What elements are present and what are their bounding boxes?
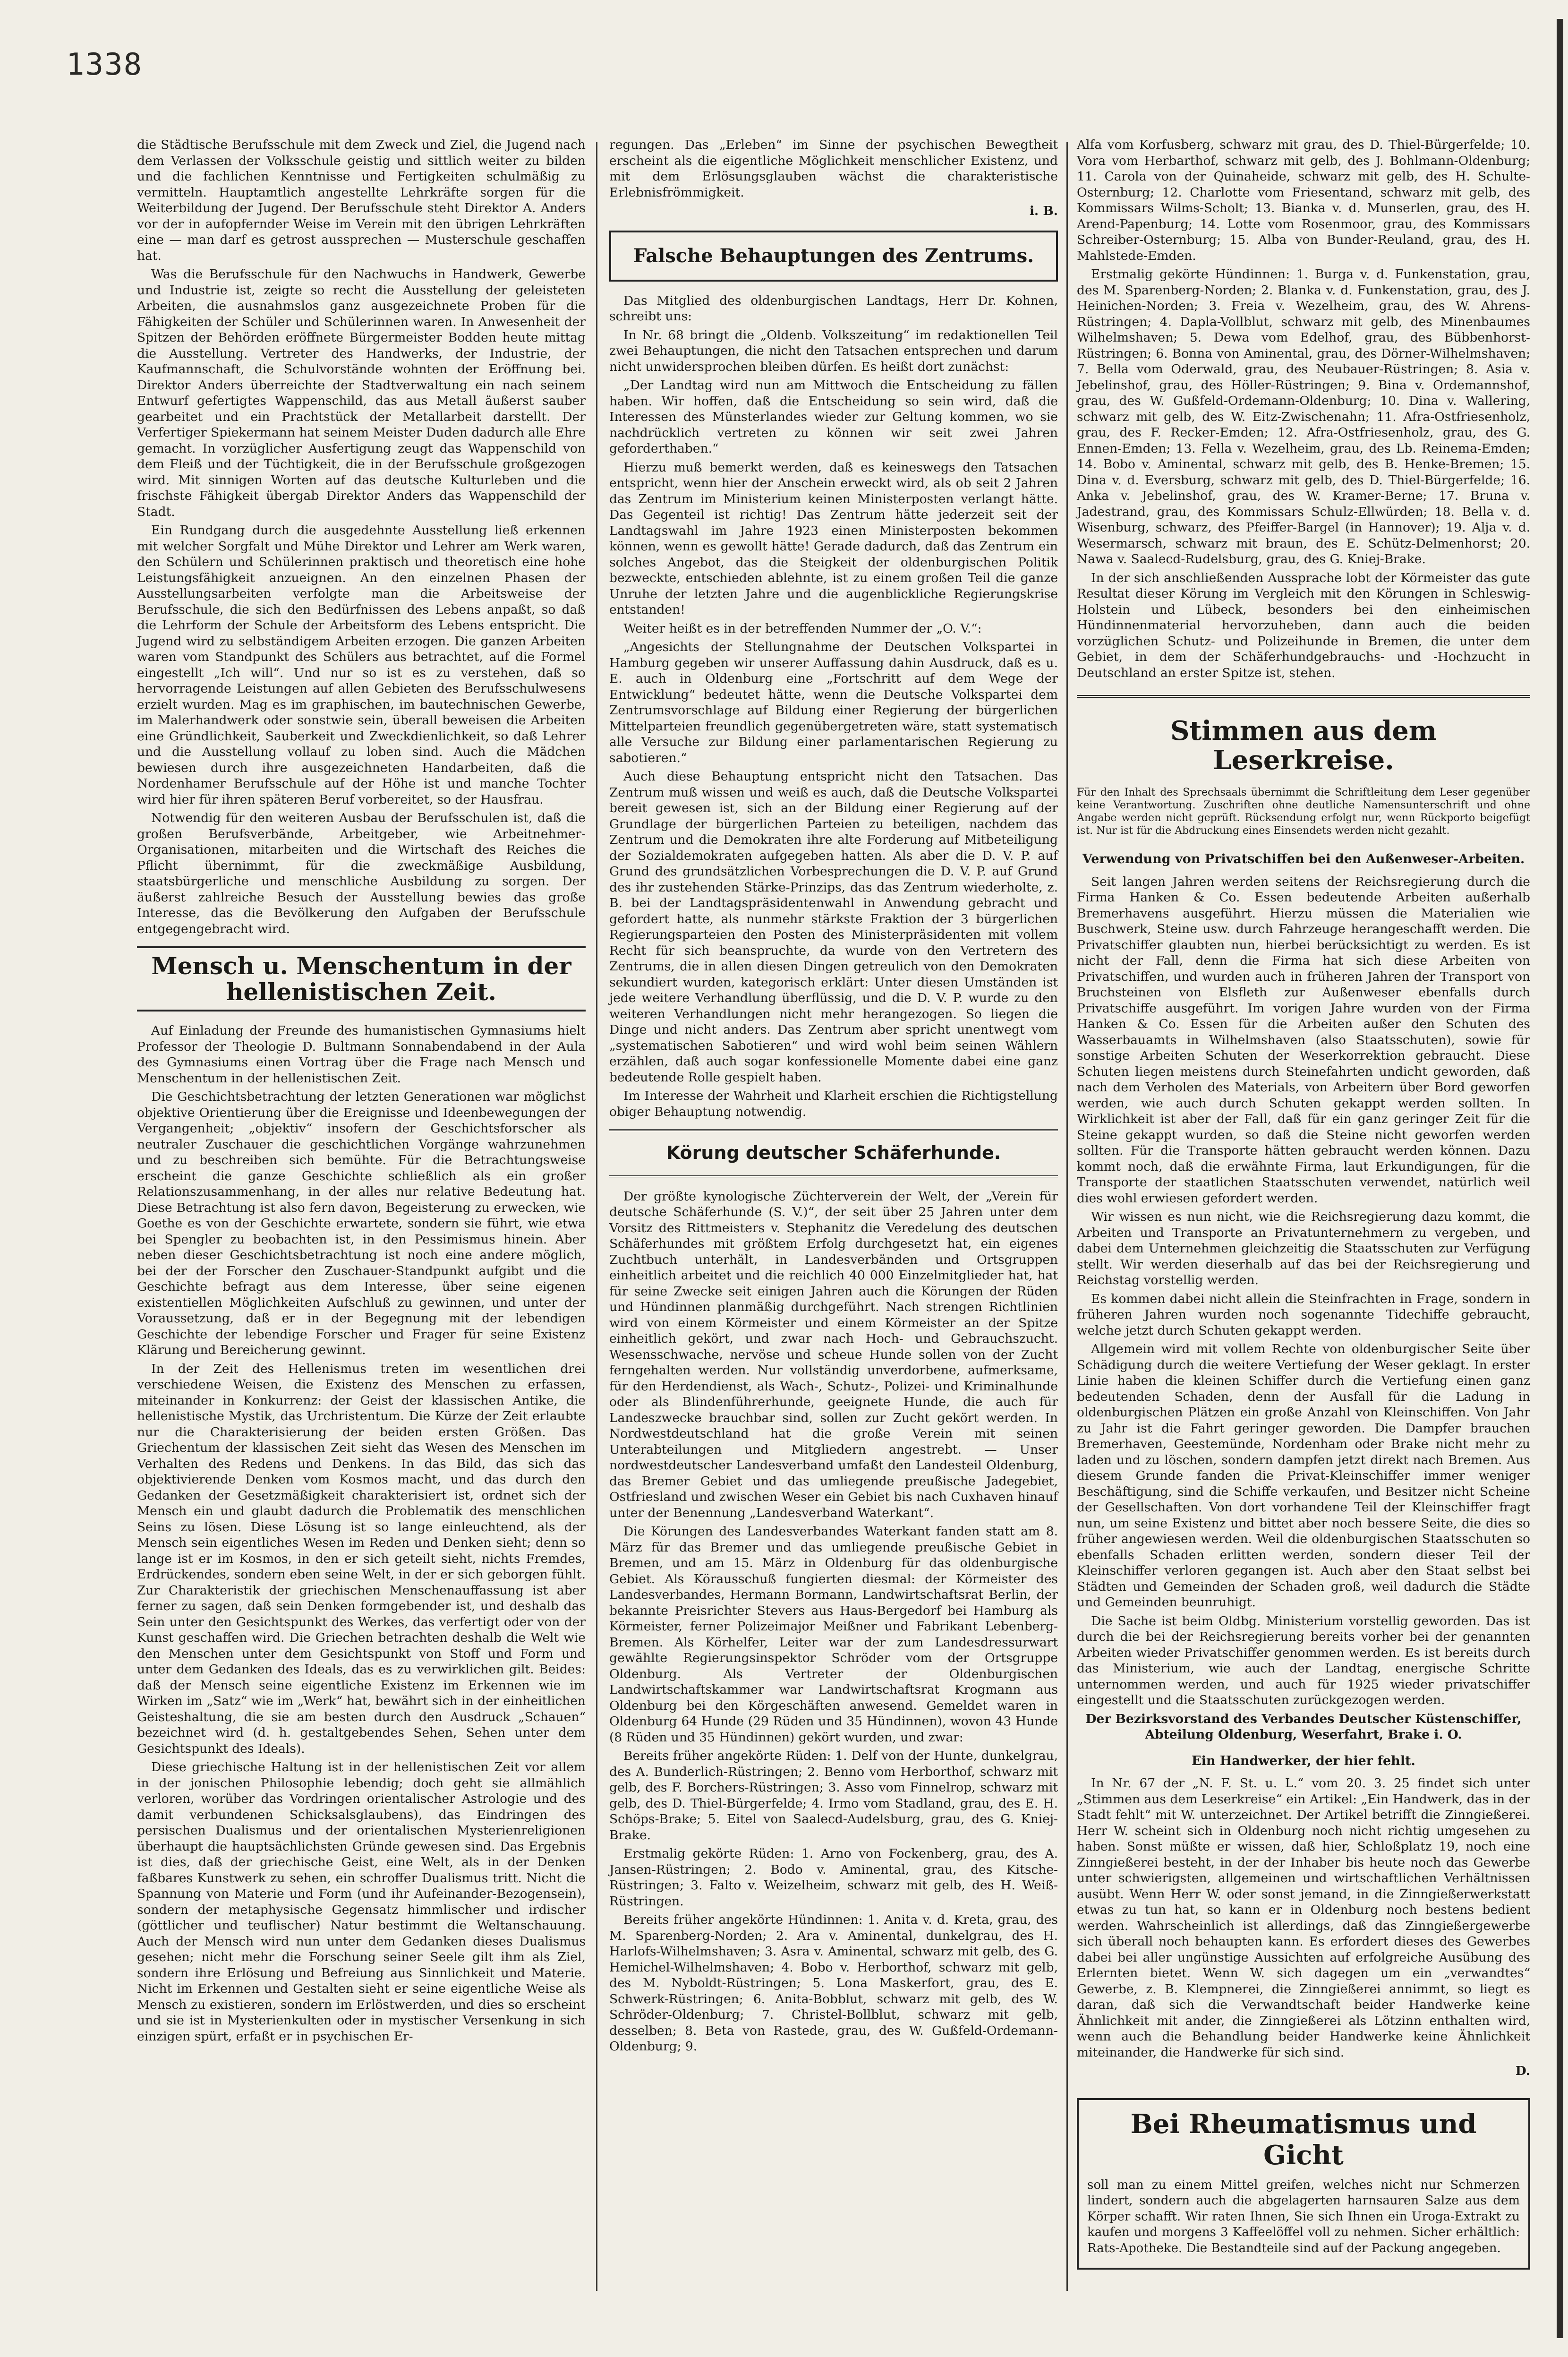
column-1 <box>137 137 586 2047</box>
article-paragraph: Notwendig für den weiteren Ausbau der Berufsschulen ist, daß die großen Berufsverbände, Arbeitgeber, wie Arbeitnehmer-Organisationen, mitarbeiten und die Wirtschaft des Reiches die Pflicht übernimmt, für die zweckmäßige Ausbildung, staatsbürgerliche und menschliche Ausbildung zu sorgen. Der äußerst zahlreiche Besuch der Ausstellung bewies das große Interesse, das die Bevölkerung den Aufgaben der Berufsschule entgegengebracht wird. <box>137 811 586 936</box>
article-paragraph: Es kommen dabei nicht allein die Steinfrachten in Frage, sondern in früheren Jahren wurden noch sogenannte Tidechiffe gebraucht, welche jetzt durch Schuten gekappt werden. <box>1077 1291 1530 1338</box>
headline-zentrum: Falsche Behauptungen des Zentrums. <box>609 231 1058 282</box>
article-quote: „Angesichts der Stellungnahme der Deutschen Volkspartei in Hamburg gegeben wir unserer Auffassung dahin Ausdruck, daß es u. E. auch in Oldenburg eine „Fortschritt auf dem Wege der Entwicklung“ bedeutet hätte, wenn die Deutsche Volkspartei dem Zentrumsvorschlage auf Bildung einer Regierung der bürgerlichen Mittelparteien freundlich gegenübergetreten wäre, statt systematisch alle Versuche zur Bildung einer parlamentarischen Regierung zu sabotieren.“ <box>609 640 1058 765</box>
article-paragraph: Erstmalig gekörte Hündinnen: 1. Burga v. d. Funkenstation, grau, des M. Sparenberg-Norden; 2. Blanka v. d. Funkenstation, grau, des J. Heinichen-Norden; 3. Freia v. Wezelheim, grau, des W. Ahrens-Rüstringen; 4. Dapla-Vollblut, schwarz mit gelb, des Minenbaumes Wilhelmshaven; 5. Dewa vom Edelhof, grau, des Bübbenhorst-Rüstringen; 6. Bonna von Aminental, grau, des Dörner-Wilhelmshaven; 7. Bella vom Oderwald, grau, des Neubauer-Rüstringen; 8. Asia v. Jebelinshof, grau, des Höller-Rüstringen; 9. Bina v. Ordemannshof, grau, des W. Gußfeld-Ordemann-Oldenburg; 10. Dina v. Wallering, schwarz mit gelb, des W. Eitz-Zwischenahn; 11. Afra-Ostfriesenholz, grau, des F. Recker-Emden; 12. Afra-Ostfriesenholz, grau, des G. Ennen-Emden; 13. Fella v. Wezelheim, grau, des Lb. Reinema-Emden; 14. Bobo v. Aminental, schwarz mit gelb, des B. Henke-Bremen; 15. Dina v. d. Eversburg, schwarz mit gelb, des D. Thiel-Bürgerfelde; 16. Anka v. Jebelinshof, grau, des W. Kramer-Berne; 17. Bruna v. Jadestrand, grau, des Kommissars Schulz-Ellwürden; 18. Bella v. d. Wisenburg, schwarz, des Pfeiffer-Bargel (in Hannover); 19. Alja v. d. Wesermarsch, schwarz mit braun, des E. Schütz-Delmenhorst; 20. Nawa v. Saalecd-Rudelsburg, grau, des G. Kniej-Brake. <box>1077 267 1530 566</box>
column-divider <box>1066 142 1068 2291</box>
page-number: 1338 <box>66 47 143 82</box>
article-paragraph: Das Mitglied des oldenburgischen Landtags, Herr Dr. Kohnen, schreibt uns: <box>609 293 1058 324</box>
page-edge-shadow <box>1557 19 1563 2338</box>
article-paragraph: Die Sache ist beim Oldbg. Ministerium vorstellig geworden. Das ist durch die bei der Reichsregierung bereits vorher bei der genannten Arbeiten wieder Privatschiffer genommen werden. Es ist bereits durch das Ministerium, wie auch der Landtag, energische Schritte unternommen werden, und auch für 1925 wieder privatschiffer eingestellt und die Staatsschuten zurückgezogen werden. <box>1077 1613 1530 1708</box>
letter-title: Verwendung von Privatschiffen bei den Außenweser-Arbeiten. <box>1082 852 1525 867</box>
letter-title: Ein Handwerker, der hier fehlt. <box>1192 1753 1415 1768</box>
article-paragraph: Wir wissen es nun nicht, wie die Reichsregierung dazu kommt, die Arbeiten und Transporte an Privatunternehmern zu vergeben, und dabei dem Unternehmen gleichzeitig die Staatsschuten zur Verfügung stellt. Wir werden dieserhalb auf das bei der Reichsregierung und Reichstag vorstellig werden. <box>1077 1209 1530 1288</box>
headline-schaeferhunde: Körung deutscher Schäferhunde. <box>609 1129 1058 1177</box>
article-paragraph: Auch diese Behauptung entspricht nicht den Tatsachen. Das Zentrum muß wissen und weiß es auch, daß die Deutsche Volkspartei bereit gewesen ist, sich an der Bildung einer Regierung auf der Grundlage der bürgerlichen Parteien zu beteiligen, nachdem das Zentrum und die Demokraten ihre alte Forderung auf Mitbeteiligung der Sozialdemokraten aufgegeben hatten. Als aber die D. V. P. auf Grund des grundsätzlichen Vorbesprechungen die D. V. P. auf Grund des ihr zustehenden Stärke-Prinzips, das das Zentrum wiederholte, z. B. bei der Landtagspräsidentenwahl in Anwendung gebracht und gefordert hatte, als nunmehr stärkste Fraktion der 3 bürgerlichen Regierungsparteien den Posten des Ministerpräsidenten mit vollem Recht für sich beanspruchte, da wurde von den Vertretern des Zentrums, die in allen diesen Dingen getreulich von den Demokraten sekundiert wurden, kategorisch erklärt: Unter diesen Umständen ist jede weitere Verhandlung überflüssig, und die D. V. P. wurde zu den weiteren Verhandlungen nicht mehr herangezogen. So liegen die Dinge und nicht anders. Das Zentrum aber spricht unentwegt vom „systematischen Sabotieren“ und wird wohl beim seinen Wählern erzählen, daß auch sogar konfessionelle Momente dabei eine ganz bedeutende Rolle gespielt haben. <box>609 769 1058 1085</box>
letter-signature: Der Bezirksvorstand des Verbandes Deutscher Küstenschiffer, Abteilung Oldenburg, Weserfahrt, Brake i. O. <box>1085 1711 1522 1742</box>
section-divider <box>1077 695 1530 698</box>
article-paragraph: Weiter heißt es in der betreffenden Nummer der „O. V.“: <box>623 621 982 636</box>
article-paragraph: Im Interesse der Wahrheit und Klarheit erschien die Richtigstellung obiger Behauptung notwendig. <box>609 1089 1058 1119</box>
article-paragraph: Bereits früher angekörte Rüden: 1. Delf von der Hunte, dunkelgrau, des A. Bunderlich-Rüstringen; 2. Benno vom Herborthof, schwarz mit gelb, des F. Borchers-Rüstringen; 3. Asso vom Finnelrop, schwarz mit gelb, des D. Thiel-Bürgerfelde; 4. Irmo vom Stadland, grau, des E. H. Schöps-Brake; 5. Eitel von Saalecd-Audelsburg, grau, des G. Kniej-Brake. <box>609 1748 1058 1843</box>
article-paragraph: In Nr. 68 bringt die „Oldenb. Volkszeitung“ im redaktionellen Teil zwei Behauptungen, die nicht den Tatsachen entsprechen und darum nicht unwidersprochen bleiben dürfen. Es heißt dort zunächst: <box>609 327 1058 374</box>
headline-leserkreise: Stimmen aus dem Leserkreise. <box>1170 715 1437 776</box>
article-paragraph: Seit langen Jahren werden seitens der Reichsregierung durch die Firma Hanken & Co. Essen bedeutende Arbeiten außerhalb Bremerhavens ausgeführt. Hierzu müssen die Materialien wie Buschwerk, Steine usw. durch Fahrzeuge herangeschafft werden. Die Privatschiffer glaubten nun, hierbei berücksichtigt zu werden. Es ist nicht der Fall, denn die Firma hat sich diese Arbeiten von Privatschiffen, und wurden auch in früheren Jahren der Transport von Bruchsteinen von Elsfleth zur Außenweser ebenfalls durch Privatschiffe ausgeführt. Im vorigen Jahre wurden von der Firma Hanken & Co. Essen für die Arbeiten außer den Schuten des Wasserbauamts in Wilhelmshaven (also Staatsschuten), sowie für sonstige Arbeiten Schuten der Weserkorrektion gebraucht. Diese Schuten liegen meistens durch Steinefahrten undicht geworden, daß nach dem Verholen des Materials, von Arbeitern über Bord geworfen werden, wie auch durch Schuten gekappt werden sollten. In Wirklichkeit ist aber der Fall, daß für ein ganz geringer Zeit für die Steine gekappt wurden, so daß die Steine nicht geworfen werden sollten. Für die Transporte hätten gebraucht werden können. Dazu kommt noch, daß die erwähnte Firma, laut Erkundigungen, für die Transporte der staatlichen Staatsschuten verwendet, natürlich weil dies wohl erwiesen gefordert werden. <box>1077 874 1530 1206</box>
column-divider <box>596 142 597 2291</box>
article-paragraph: In Nr. 67 der „N. F. St. u. L.“ vom 20. 3. 25 findet sich unter „Stimmen aus dem Leserkreise“ ein Artikel: „Ein Handwerk, das in der Stadt fehlt“ mit W. unterzeichnet. Der Artikel betrifft die Zinngießerei. Herr W. scheint sich in Oldenburg noch nicht richtig umgesehen zu haben. Sonst müßte er wissen, daß hier, Schloßplatz 19, noch eine Zinngießerei besteht, in der der Inhaber bis heute noch das Gewerbe unter schwierigsten, allgemeinen und wirtschaftlichen Verhältnissen ausübt. Wenn Herr W. oder sonst jemand, in die Zinngießerwerkstatt etwas zu tun hat, so kann er in Oldenburg noch bestens bedient werden. Wahrscheinlich ist allerdings, daß das Zinngießergewerbe sich überall noch behaupten kann. Es erfordert dieses des Gewerbes dabei bei aller ungünstige Aussichten auf erfolgreiche Ausübung des Erlernten bietet. Wenn W. sich dagegen um ein „verwandtes“ Gewerbe, z. B. Klempnerei, die Zinngießerei annimmt, so liegt es daran, daß sich die Verwandtschaft beider Handwerke keine Ähnlichkeit mit ander, die Zinngießerei als Lötzinn enthalten wird, wenn auch die Behandlung beider Handwerke keine Ähnlichkeit miteinander, die Handwerke für sich sind. <box>1077 1776 1530 2060</box>
article-quote: „Der Landtag wird nun am Mittwoch die Entscheidung zu fällen haben. Wir hoffen, daß die Entscheidung so sein wird, daß die Interessen des Münsterlandes wieder zur Geltung kommen, wo sie nachdrücklich vertreten zu können wir seit zwei Jahren geforderthaben.“ <box>609 378 1058 456</box>
advertisement <box>1077 2098 1530 2270</box>
column-2 <box>609 137 1058 2057</box>
headline-menschentum: Mensch u. Menschentum in der hellenistischen Zeit. <box>137 946 586 1011</box>
article-paragraph: Die Körungen des Landesverbandes Waterkant fanden statt am 8. März für das Bremer und das umliegende preußische Gebiet in Bremen, und am 15. März in Oldenburg für das oldenburgische Gebiet. Als Körausschuß fungierten diesmal: der Körmeister des Landesverbandes, Hermann Bormann, Landwirtschaftsrat Berlin, der bekannte Preisrichter Stevers aus Haus-Bergedorf bei Hamburg als Körmeister, ferner Polizeimajor Meißner und Fabrikant Lebenberg-Bremen. Als Körhelfer, Leiter war der zum Landesdressurwart gewählte Regierungsinspektor Schröder vom der Ortsgruppe Oldenburg. Als Vertreter der Oldenburgischen Landwirtschaftskammer war Landwirtschaftsrat Krogmann aus Oldenburg bei den Körgeschäften anwesend. Gemeldet waren in Oldenburg 64 Hunde (29 Rüden und 35 Hündinnen), wovon 43 Hunde (8 Rüden und 35 Hündinnen) gekört wurden, und zwar: <box>609 1524 1058 1745</box>
article-paragraph: Der größte kynologische Züchterverein der Welt, der „Verein für deutsche Schäferhunde (S. V.)“, der seit über 25 Jahren unter dem Vorsitz des Rittmeisters v. Stephanitz die Veredelung des deutschen Schäferhundes mit größtem Erfolg durchgesetzt hat, ein eigenes Zuchtbuch unterhält, in Landesverbänden und Ortsgruppen einheitlich arbeitet und die reichlich 40 000 Einzelmitglieder hat, hat für seine Zwecke seit einigen Jahren auch die Körungen der Rüden und Hündinnen planmäßig durchgeführt. Nach strengen Richtlinien wird von einem Körmeister und einem Körmeister an der Spitze einheitlich gekört, und zwar nach Hoch- und Gebrauchszucht. Wesensschwache, nervöse und scheue Hunde sollen von der Zucht ferngehalten werden. Nur vollständig unverdorbene, aufmerksame, für den Herdendienst, als Wach-, Schutz-, Polizei- und Kriminalhunde oder als Blindenführerhunde, geeignete Hunde, die auch für Landeszwecke brauchbar sind, sollen zur Zucht gekört werden. In Nordwestdeutschland hat die große Verein mit seinen Unterabteilungen und Mitgliedern angestrebt. — Unser nordwestdeutscher Landesverband umfaßt den Landesteil Oldenburg, das Bremer Gebiet und das umliegende preußische Jadegebiet, Ostfriesland und zwischen Weser ein Gebiet bis nach Cuxhaven hinauf unter der Benennung „Landesverband Waterkant“. <box>609 1189 1058 1520</box>
ad-text: soll man zu einem Mittel greifen, welches nicht nur Schmerzen lindert, sondern auch die abgelagerten harnsauren Salze aus dem Körper schafft. Wir raten Ihnen, Sie sich Ihnen ein Uroga-Extrakt zu kaufen und morgens 3 Kaffeelöffel voll zu nehmen. Sicher erhältlich: Rats-Apotheke. Die Bestandteile sind auf der Packung angegeben. <box>1087 2177 1520 2255</box>
article-paragraph: Diese griechische Haltung ist in der hellenistischen Zeit vor allem in der jonischen Philosophie lebendig; doch geht sie allmählich verloren, worüber das Vordringen orientalischer Astrologie und des damit verbundenen Schicksalsglaubens), das Eindringen des persischen Dualismus und der orientalischen Mysterienreligionen überhaupt die hauptsächlichsten Gründe gewesen sind. Das Ergebnis ist dies, daß der griechische Geist, eine Welt, als in der Denken faßbares Kunstwerk zu sehen, ein schroffer Dualismus tritt. Nicht die Spannung von Materie und Form (und ihr Aufeinander-Bezogensein), sondern der metaphysische Gegensatz himmlischer und irdischer (göttlicher und teuflischer) Natur bestimmt die Weltanschauung. Auch der Mensch wird nun unter dem Gedanken dieses Dualismus gesehen; nicht mehr die Forschung seiner Seele gilt ihm als Ziel, sondern ihre Erlösung und Befreiung aus Sinnlichkeit und Materie. Nicht im Erkennen und Gestalten sieht er seine eigentliche Weise als Mensch zu existieren, sondern im Erlöstwerden, und dies so erscheint und sie ist in Mysterienkulten oder in mystischer Versenkung in sich einzigen spürt, erfaßt er in psychischen Er- <box>137 1760 586 2044</box>
article-paragraph: Allgemein wird mit vollem Rechte von oldenburgischer Seite über Schädigung durch die weitere Vertiefung der Weser geklagt. In erster Linie haben die kleinen Schiffer durch die Vertiefung einen ganz bedeutenden Schaden, denn der Ausfall für die Ladung in oldenburgischen Plätzen ein große Anzahl von Kleinschiffen. Von Jahr zu Jahr ist die Fahrt geringer geworden. Die Dampfer brauchen Bremerhaven, Geestemünde, Nordenham oder Brake nicht mehr zu laden und zu löschen, sondern dampfen jetzt direkt nach Bremen. Aus diesem Grunde fanden die Privat-Kleinschiffer immer weniger Beschäftigung, sind die Schiffe verkaufen, und Besitzer nicht Scheine der Gesellschaften. Von dort vorhandene Teil der Kleinschiffer fragt nun, um seine Existenz und bittet aber noch bessere Seite, die dies so früher angewiesen werden. Weil die oldenburgischen Staatsschuten so ebenfalls Schaden erlitten werden, sondern dieser Teil der Kleinschiffer verloren gegangen ist. Auch aber den Staat selbst bei Städten und Gemeinden der Schaden groß, weil dadurch die Städte und Gemeinden beunruhigt. <box>1077 1342 1530 1610</box>
article-paragraph: Bereits früher angekörte Hündinnen: 1. Anita v. d. Kreta, grau, des M. Sparenberg-Norden; 2. Ara v. Aminental, dunkelgrau, des H. Harlofs-Wilhelmshaven; 3. Asra v. Aminental, schwarz mit gelb, des G. Hemichel-Wilhelmshaven; 4. Bobo v. Herborthof, schwarz mit gelb, des M. Nyboldt-Rüstringen; 5. Lona Maskerfort, grau, des E. Schwerk-Rüstringen; 6. Anita-Bobblut, schwarz mit gelb, des W. Schröder-Oldenburg; 7. Christel-Bollblut, schwarz mit gelb, desselben; 8. Beta von Rastede, grau, des W. Gußfeld-Ordemann-Oldenburg; 9. <box>609 1912 1058 2054</box>
author-signature: i. B. <box>1029 204 1058 218</box>
article-paragraph: Hierzu muß bemerkt werden, daß es keineswegs den Tatsachen entspricht, wenn hier der Anschein erweckt wird, als ob seit 2 Jahren das Zentrum im Ministerium keinen Ministerposten verlangt hätte. Das Gegenteil ist richtig! Das Zentrum hätte jederzeit seit der Landtagswahl im Jahre 1923 einen Ministerposten bekommen können, wenn es gewollt hätte! Gerade dadurch, daß das Zentrum ein solches Angebot, das die Steigkeit der oldenburgischen Politik bezweckte, entschieden ablehnte, ist zu einem großen Teil die ganze Unruhe der letzten Jahre und die augenblickliche Regierungskrise entstanden! <box>609 460 1058 617</box>
editorial-disclaimer: Für den Inhalt des Sprechsaals übernimmt die Schriftleitung dem Leser gegenüber keine Verantwortung. Zuschriften ohne deutliche Namensunterschrift und ohne Angabe werden nicht geprüft. Rücksendung erfolgt nur, wenn Rückporto beigefügt ist. Nur ist für die Abdruckung eines Einsendets werden nicht gezahlt. <box>1077 787 1530 837</box>
article-paragraph: Die Geschichtsbetrachtung der letzten Generationen war möglichst objektive Orientierung über die Ereignisse und Ideenbewegungen der Vergangenheit; „objektiv“ insofern der Geschichtsforscher als neutraler Zuschauer die geschichtlichen Vorgänge wahrzunehmen und zu beschreiben sich bemühte. Für die Betrachtungsweise erscheint die ganze Geschichte schließlich als ein großer Relationszusammenhang, in der alles nur relative Bedeutung hat. Diese Betrachtung ist also fern davon, Begeisterung zu erwecken, wie Goethe es von der Geschichte erwartete, sondern sie führt, wie etwa bei Spengler zu beobachten ist, in den Pessimismus hinein. Aber neben dieser Geschichtsbetrachtung ist noch eine andere möglich, bei der der Forscher den Zuschauer-Standpunkt aufgibt und die Geschichte befragt aus dem Interesse, über seine eigenen existentiellen Möglichkeiten Aufschluß zu gewinnen, und unter der Voraussetzung, daß er in der Begegnung mit der lebendigen Geschichte der lebendige Forscher und Frager für seine Existenz Klärung und Bereicherung gewinnt. <box>137 1089 586 1357</box>
article-paragraph: die Städtische Berufsschule mit dem Zweck und Ziel, die Jugend nach dem Verlassen der Volksschule geistig und sittlich weiter zu bilden und die fachlichen Kenntnisse und Fertigkeiten schulmäßig zu vermitteln. Hauptamtlich angestellte Lehrkräfte sorgen für die Weiterbildung der Jugend. Der Berufsschule steht Direktor A. Anders vor der in aufopfernder Weise im Verein mit den übrigen Lehrkräften eine — man darf es getrost aussprechen — Musterschule geschaffen hat. <box>137 137 586 263</box>
article-paragraph: regungen. Das „Erleben“ im Sinne der psychischen Bewegtheit erscheint als die eigentliche Möglichkeit menschlicher Existenz, und mit dem Erlösungsglauben wächst die charakteristische Erlebnisfrömmigkeit. <box>609 137 1058 200</box>
author-signature: D. <box>1515 2064 1530 2079</box>
article-paragraph: Was die Berufsschule für den Nachwuchs in Handwerk, Gewerbe und Industrie ist, zeigte so recht die Ausstellung der geleisteten Arbeiten, die ausnahmslos ganz ausgezeichnete Proben für die Fähigkeiten der Schüler und Schülerinnen waren. In Anwesenheit der Spitzen der Behörden eröffnete Bürgermeister Bodden heute mittag die Ausstellung. Vertreter des Handwerks, der Industrie, der Kaufmannschaft, die Schulvorstände wohnten der Eröffnung bei. Direktor Anders überreichte der Stadtverwaltung ein nach seinem Entwurf gefertigtes Wappenschild, das aus Metall äußerst sauber gearbeitet und ein Prachtstück der Metallarbeit darstellt. Der Verfertiger Spiekermann hat seinem Meister Duden dadurch alle Ehre gemacht. In vorzüglicher Ausfertigung zeugt das Wappenschild von dem Fleiß und der Tüchtigkeit, die in der Berufsschule großgezogen wird. Mit sinnigen Worten auf das deutsche Kulturleben und die frischste Fähigkeit übergab Direktor Anders das Wappenschild der Stadt. <box>137 267 586 519</box>
article-paragraph: Auf Einladung der Freunde des humanistischen Gymnasiums hielt Professor der Theologie D. Bultmann Sonnabendabend in der Aula des Gymnasiums einen Vortrag über die Frage nach Mensch und Menschentum in der hellenistischen Zeit. <box>137 1023 586 1086</box>
column-3 <box>1077 137 1530 2270</box>
article-paragraph: Ein Rundgang durch die ausgedehnte Ausstellung ließ erkennen mit welcher Sorgfalt und Mühe Direktor und Lehrer am Werk waren, den Schülern und Schülerinnen praktisch und theoretisch eine hohe Leistungsfähigkeit anzueignen. An den einzelnen Phasen der Ausstellungsarbeiten verfolgte man die Arbeitsweise der Berufsschule, die sich den Bedürfnissen des Lebens anpaßt, so daß die Lehrform der Schule der Arbeitsform des Lebens entspricht. Die Jugend wird zu selbständigem Arbeiten erzogen. Die ganzen Arbeiten waren vom Standpunkt des Schülers aus betrachtet, auf die Formel eingestellt „Ich will“. Und nur so ist es zu verstehen, daß so hervorragende Leistungen auf allen Gebieten des Berufsschulwesens erzielt wurden. Mag es im graphischen, im bautechnischen Gewerbe, im Malerhandwerk oder sonstwie sein, überall beweisen die Arbeiten eine Gründlichkeit, Sauberkeit und Zweckdienlichkeit, so daß Lehrer und die Ausstellung vollauf zu loben sind. Auch die Mädchen bewiesen durch ihre ausgezeichneten Handarbeiten, daß die Nordenhamer Berufsschule auf der Höhe ist und manche Tochter wird hier für ihren späteren Beruf vorbereitet, so der Hausfrau. <box>137 523 586 807</box>
article-paragraph: In der sich anschließenden Aussprache lobt der Körmeister das gute Resultat dieser Körung im Vergleich mit den Körungen in Schleswig-Holstein und Lübeck, besonders bei den einheimischen Hündinnenmaterial hervorzuheben, dann auch die beiden vorzüglichen Schutz- und Polizeihunde in Bremen, die unter dem Gebiet, in dem der Schäferhundgebrauchs- und -Hochzucht in Deutschland an erster Spitze ist, stehen. <box>1077 570 1530 680</box>
article-paragraph: In der Zeit des Hellenismus treten im wesentlichen drei verschiedene Weisen, die Existenz des Menschen zu erfassen, miteinander in Konkurrenz: der Geist der klassischen Antike, die hellenistische Mystik, das Urchristentum. Die Kürze der Zeit erlaubte nur die Charakterisierung der beiden ersten Größen. Das Griechentum der klassischen Zeit sieht das Wesen des Menschen im Verhalten des Redens und Denkens. In das Bild, das sich das objektivierende Denken vom Kosmos macht, und das durch den Gedanken der Gesetzmäßigkeit charakterisiert ist, ordnet sich der Mensch ein und glaubt dadurch die Problematik des menschlichen Seins zu lösen. Diese Lösung ist so lange einleuchtend, als der Mensch sein eigentliches Wesen im Reden und Denken sieht; denn so lange ist er im Kosmos, in den er sich geteilt sieht, nichts Fremdes, Erdrückendes, sondern eben seine Welt, in der er sich geborgen fühlt. Zur Charakteristik der griechischen Menschenauffassung ist aber ferner zu sagen, daß sein Denken formgebender ist, und deshalb das Sein unter den Gesichtspunkt des Werkes, das verfertigt oder von der Kunst geschaffen wird. Die Griechen betrachten deshalb die Welt wie den Menschen unter dem Gesichtspunkt von Stoff und Form und unter dem Gedanken des Ideals, das es zu verwirklichen gilt. Beides: daß der Mensch seine eigentliche Existenz im Erkennen wie im Wirken im „Satz“ wie im „Werk“ hat, bewährt sich in der einheitlichen Geisteshaltung, die sie am besten durch den Ausdruck „Schauen“ bezeichnet wird (d. h. gestaltgebendes Sehen, Sehen unter dem Gesichtspunkt des Ideals). <box>137 1361 586 1756</box>
ad-headline: Bei Rheumatismus und Gicht <box>1130 2108 1477 2171</box>
article-paragraph: Alfa vom Korfusberg, schwarz mit grau, des D. Thiel-Bürgerfelde; 10. Vora vom Herbarthof, schwarz mit gelb, des J. Bohlmann-Oldenburg; 11. Carola von der Quinaheide, schwarz mit gelb, des H. Schulte-Osternburg; 12. Charlotte vom Friesentand, schwarz mit gelb, des Kommissars Wilms-Scholt; 13. Bianka v. d. Munserlen, grau, des H. Arend-Papenburg; 14. Lotte vom Rosenmoor, grau, des Kommissars Schreiber-Osternburg; 15. Alba von Bunder-Reuland, grau, des H. Mahlstede-Emden. <box>1077 137 1530 263</box>
article-paragraph: Erstmalig gekörte Rüden: 1. Arno von Fockenberg, grau, des A. Jansen-Rüstringen; 2. Bodo v. Aminental, grau, des Kitsche-Rüstringen; 3. Falto v. Weizelheim, schwarz mit gelb, des H. Weiß-Rüstringen. <box>609 1846 1058 1909</box>
